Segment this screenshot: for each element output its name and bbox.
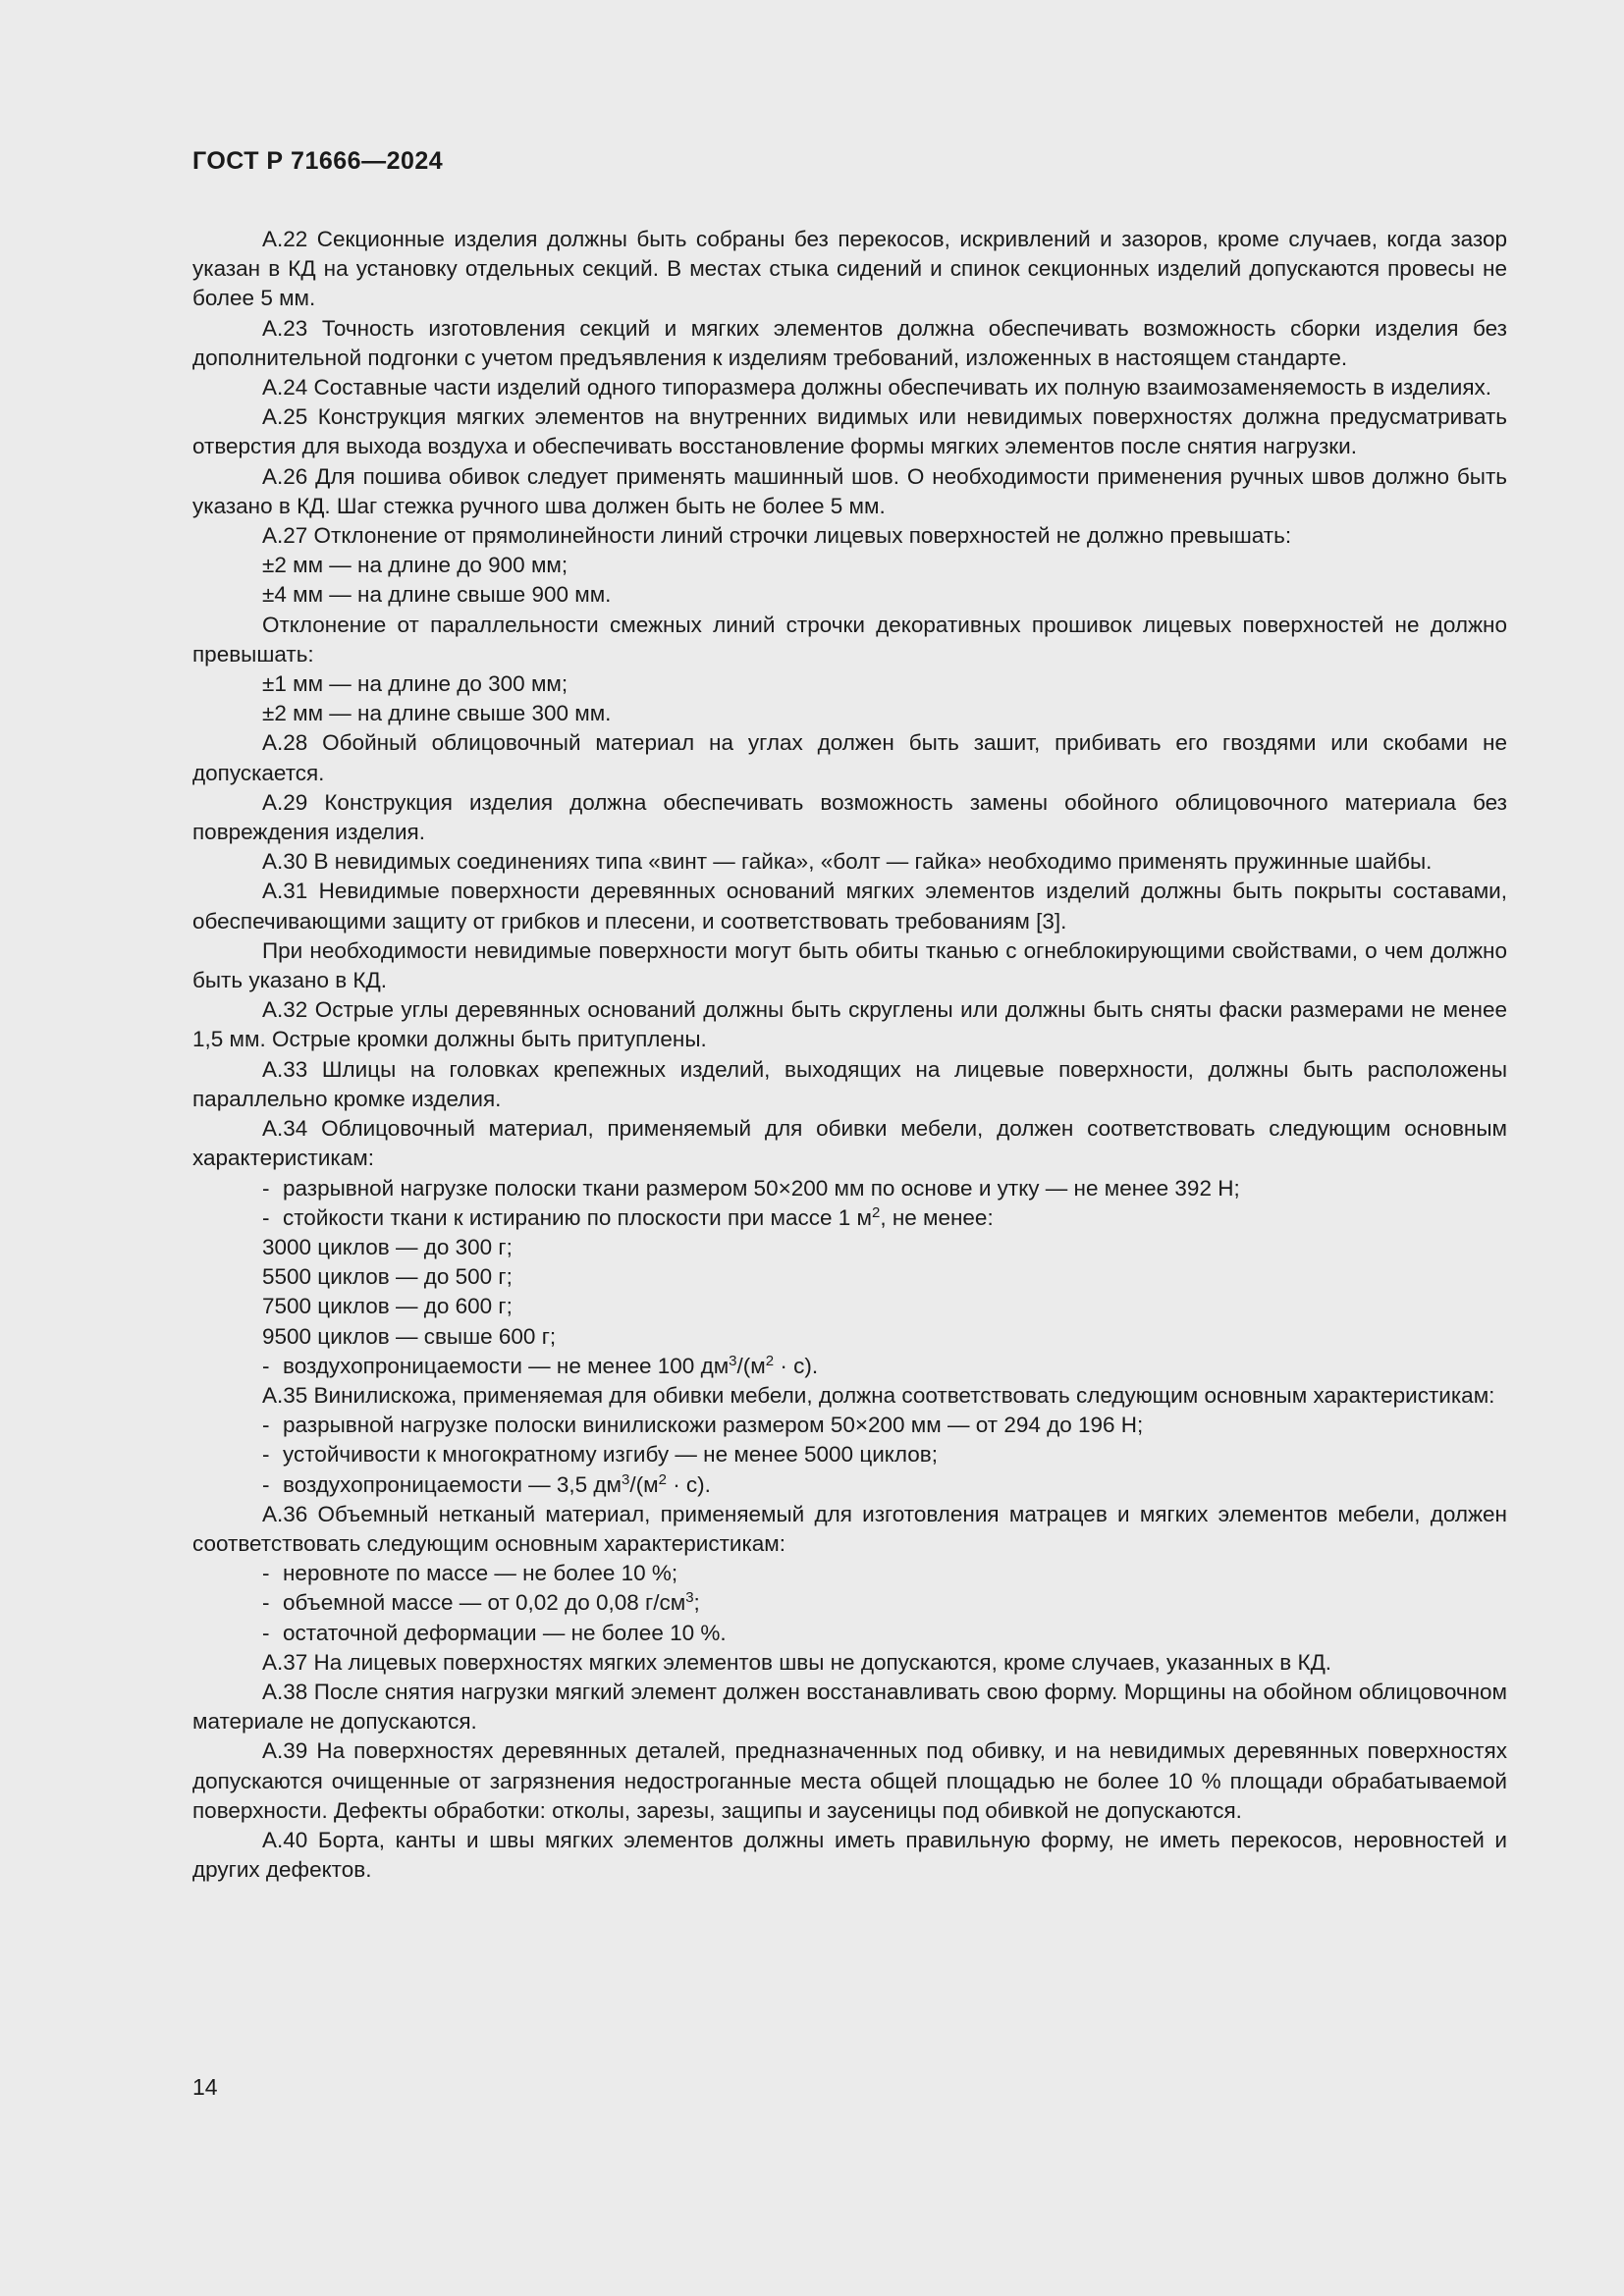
clause-a29: А.29 Конструкция изделия должна обеспечивать возможность замены обойного облицовочного материала без повреждения изделия. [192,789,1507,845]
item-text: разрывной нагрузке полоски винилискожи размером 50×200 мм — от 294 до 196 Н; [283,1413,1144,1438]
clause-a36: А.36 Объемный нетканый материал, применяемый для изготовления матрацев и мягких элементов мебели, должен соответствовать следующим основным характеристикам: [192,1501,1507,1556]
clause-a30: А.30 В невидимых соединениях типа «винт — гайка», «болт — гайка» необходимо применять пружинные шайбы. [262,849,1433,875]
item-text: разрывной нагрузке полоски ткани размером 50×200 мм по основе и утку — не менее 392 Н; [283,1175,1240,1201]
item-text: стойкости ткани к истиранию по плоскости при массе 1 м [283,1204,872,1230]
clause-a28: А.28 Обойный облицовочный материал на углах должен быть зашит, прибивать его гвоздями или скобами не допускается. [192,730,1507,785]
clause-a24: А.24 Составные части изделий одного типоразмера должны обеспечивать их полную взаимозаменяемость в изделиях. [262,375,1492,400]
item-text: воздухопроницаемости — не менее 100 дм [283,1353,730,1378]
superscript: 3 [622,1470,630,1488]
clause-a27: А.27 Отклонение от прямолинейности линий строчки лицевых поверхностей не должно превышать: [262,523,1292,549]
clause-a40: А.40 Борта, канты и швы мягких элементов должны иметь правильную форму, не иметь перекосов, неровностей и других дефектов. [192,1827,1507,1883]
item-text: /(м [736,1353,766,1378]
document-header: ГОСТ Р 71666—2024 [192,147,444,175]
clause-a35-item-3 [192,1470,1507,1500]
clause-a31: А.31 Невидимые поверхности деревянных оснований мягких элементов изделий должны быть покрыты составами, обеспечивающими защиту от грибков и плесени, и соответствовать требованиям [3]. [192,879,1507,934]
bullet-dash: - [262,1204,270,1230]
bullet-dash: - [262,1590,270,1616]
clause-a35-item-1 [192,1411,1507,1440]
item-text: остаточной деформации — не более 10 %. [283,1620,727,1645]
bullet-dash: - [262,1561,270,1586]
item-text: объемной массе — от 0,02 до 0,08 г/см [283,1590,686,1616]
clause-a38: А.38 После снятия нагрузки мягкий элемент должен восстанавливать свою форму. Морщины на обойном облицовочном материале не допускаются. [192,1679,1507,1735]
clause-a34-item-3 [192,1352,1507,1381]
superscript: 3 [685,1589,694,1607]
clause-a39: А.39 На поверхностях деревянных деталей, предназначенных под обивку, и на невидимых деревянных поверхностях допускаются очищенные от загрязнения недострoганные места общей площадью не более 10 % площади обрабатываемой поверхности. Дефекты обработки: отколы, зарезы, защипы и заусеницы под обивкой не допускаются. [192,1738,1507,1823]
clause-a34-item-2 [192,1203,1507,1233]
clause-a27-line-2: ±4 мм — на длине свыше 900 мм. [262,582,612,608]
superscript: 2 [871,1203,881,1221]
clause-a34: А.34 Облицовочный материал, применяемый для обивки мебели, должен соответствовать следующим основным характеристикам: [192,1116,1507,1171]
item-text: /(м [629,1471,659,1497]
clause-a34-line-4: 9500 циклов — свыше 600 г; [262,1323,557,1349]
clause-a34-line-2: 5500 циклов — до 500 г; [262,1264,513,1290]
bullet-dash: - [262,1442,270,1468]
clause-a34-line-1: 3000 циклов — до 300 г; [262,1234,513,1259]
superscript: 3 [729,1352,737,1369]
clause-a27-paragraph-2: Отклонение от параллельности смежных линий строчки декоративных прошивок лицевых поверхностей не должно превышать: [192,612,1507,667]
bullet-dash: - [262,1471,270,1497]
clause-a36-item-2 [192,1588,1507,1618]
clause-a36-item-3 [192,1619,1507,1648]
page-number: 14 [192,2074,218,2100]
clause-a35-item-2 [192,1440,1507,1469]
document-body [192,225,1507,1885]
superscript: 2 [765,1352,775,1369]
clause-a33: А.33 Шлицы на головках крепежных изделий, выходящих на лицевые поверхности, должны быть расположены параллельно кромке изделия. [192,1056,1507,1111]
bullet-dash: - [262,1620,270,1645]
bullet-dash: - [262,1413,270,1438]
item-text: · с). [666,1471,711,1497]
clause-a37: А.37 На лицевых поверхностях мягких элементов швы не допускаются, кроме случаев, указанных в КД. [262,1649,1332,1675]
clause-a23: А.23 Точность изготовления секций и мягких элементов должна обеспечивать возможность сборки изделия без дополнительной подгонки с учетом предъявления к изделиям требований, изложенных в настоящем стандарте. [192,315,1507,370]
clause-a25: А.25 Конструкция мягких элементов на внутренних видимых или невидимых поверхностях должна предусматривать отверстия для выхода воздуха и обеспечивать восстановление формы мягких элементов после снятия нагрузки. [192,404,1507,459]
clause-a27-line-4: ±2 мм — на длине свыше 300 мм. [262,701,612,726]
clause-a34-line-3: 7500 циклов — до 600 г; [262,1294,513,1319]
bullet-dash: - [262,1353,270,1378]
item-text: воздухопроницаемости — 3,5 дм [283,1471,623,1497]
clause-a27-line-3: ±1 мм — на длине до 300 мм; [262,671,568,697]
item-text: неровноте по массе — не более 10 %; [283,1561,678,1586]
clause-a31-paragraph-2: При необходимости невидимые поверхности могут быть обиты тканью с огнеблокирующими свойствами, о чем должно быть указано в КД. [192,937,1507,993]
clause-a35: А.35 Винилискожа, применяемая для обивки мебели, должна соответствовать следующим основным характеристикам: [262,1382,1495,1408]
item-text: ; [693,1590,700,1616]
clause-a36-item-1 [192,1559,1507,1588]
item-text: · с). [774,1353,819,1378]
bullet-dash: - [262,1175,270,1201]
clause-a27-line-1: ±2 мм — на длине до 900 мм; [262,553,568,578]
clause-a26: А.26 Для пошива обивок следует применять машинный шов. О необходимости применения ручных швов должно быть указано в КД. Шаг стежка ручного шва должен быть не более 5 мм. [192,463,1507,518]
item-text: устойчивости к многократному изгибу — не менее 5000 циклов; [283,1442,938,1468]
superscript: 2 [658,1470,667,1488]
clause-a32: А.32 Острые углы деревянных оснований должны быть скруглены или должны быть сняты фаски размерами не менее 1,5 мм. Острые кромки должны быть притуплены. [192,997,1507,1052]
clause-a22: А.22 Секционные изделия должны быть собраны без перекосов, искривлений и зазоров, кроме случаев, когда зазор указан в КД на установку отдельных секций. В местах стыка сидений и спинок секционных изделий допускаются провесы не более 5 мм. [192,227,1507,311]
clause-a34-item-1 [192,1174,1507,1203]
item-text: , не менее: [880,1204,994,1230]
